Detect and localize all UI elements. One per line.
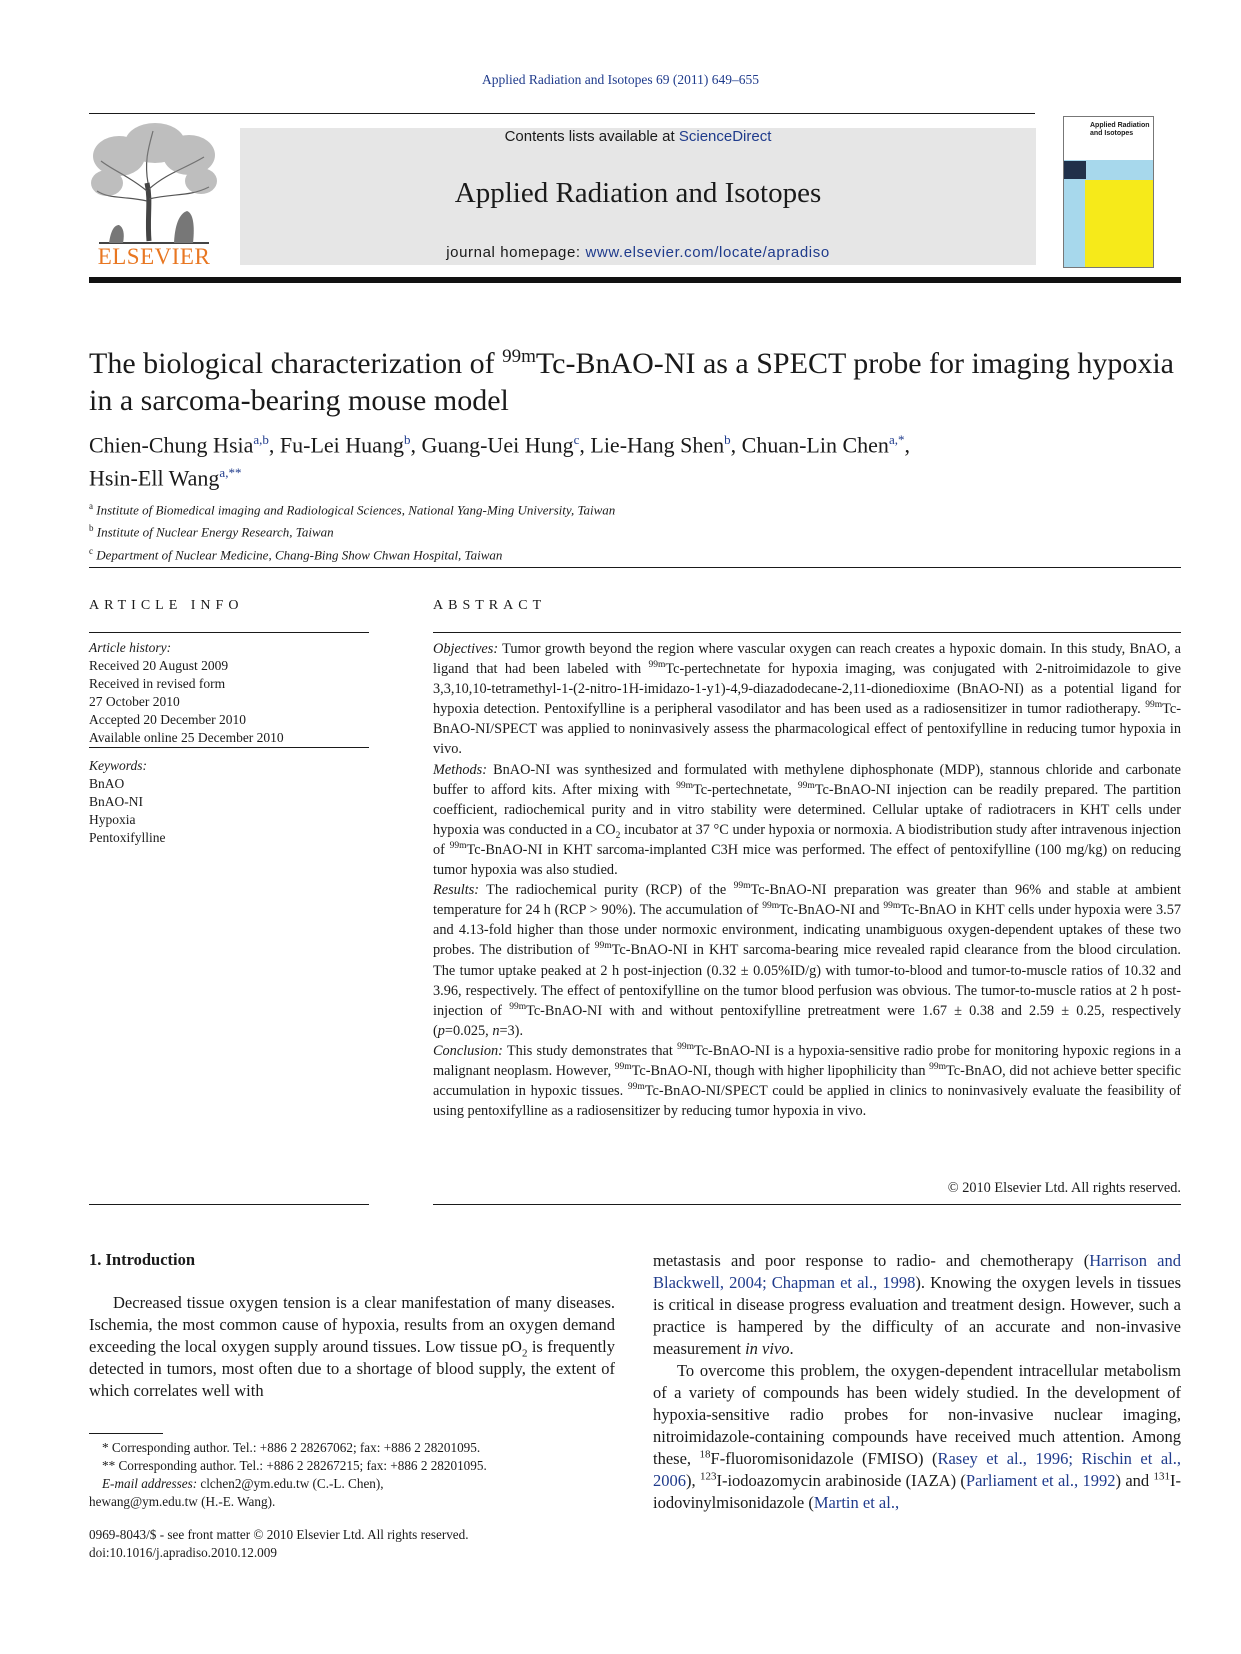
keyword-item: Pentoxifylline	[89, 830, 166, 845]
journal-title: Applied Radiation and Isotopes	[454, 177, 822, 209]
introduction-paragraph-2: To overcome this problem, the oxygen-dependent intracellular metabolism of a variety of compounds has been widely studied. In the development of hypoxia-sensitive radio probes for non-invasive nuclear imaging, nitroimidazole-containing compounds have received much attention. Among these, $^{18}$F-fluoromisonidazole (FMISO) (Rasey et al., 1996; Rischin et al., 2006), $^{123}$I-iodoazomycin arabinoside (IAZA) (Parliament et al., 1992) and $^{131}$I-iodovinylmisonidazole (Martin et al.,	[653, 1361, 1181, 1512]
introduction-paragraph-1: Decreased tissue oxygen tension is a clear manifestation of many diseases. Ischemia, the most common cause of hypoxia, results from an oxygen demand exceeding the local oxygen supply around tissues. Low tissue $pO_2$ is frequently detected in tumors, most often due to a shortage of blood supply, the extent of which correlates well with	[89, 1293, 616, 1400]
objectives-label: Objectives:	[433, 641, 499, 657]
footnote-corresponding-1: * Corresponding author. Tel.: +886 2 28267062; fax: +886 2 28201095.	[102, 1440, 481, 1455]
author-name: Hsin-Ell Wang	[89, 465, 220, 491]
footnote-corresponding-2: ** Corresponding author. Tel.: +886 2 28267215; fax: +886 2 28201095.	[102, 1458, 487, 1473]
abstract-copyright: © 2010 Elsevier Ltd. All rights reserved.	[947, 1180, 1181, 1196]
affiliation-list	[89, 497, 1181, 564]
affiliation-text: Department of Nuclear Medicine, Chang-Bing Show Chwan Hospital, Taiwan	[96, 546, 503, 562]
sciencedirect-link[interactable]: ScienceDirect	[678, 128, 772, 145]
author-name: Lie-Hang Shen	[590, 432, 725, 458]
keywords-label: Keywords:	[89, 758, 147, 773]
author-list: Chien-Chung Hsia$^{a,b}$, Fu-Lei Huang$^b$, Guang-Uei Hung$^c$, Lie-Hang Shen$^b$, Chuan-Lin Chen$^{a,*}$, Hsin-Ell Wang$^{a,**}$	[89, 432, 910, 491]
title-superscript: 99m	[502, 346, 536, 367]
author-name: Guang-Uei Hung	[421, 432, 574, 458]
affiliation-item	[89, 497, 1181, 519]
abstract-body	[433, 639, 1181, 1121]
author-affiliation-mark[interactable]: c	[573, 432, 580, 447]
history-item: 27 October 2010	[89, 694, 180, 709]
article-info-rule	[89, 632, 369, 633]
author-affiliation-mark[interactable]: a,b	[253, 432, 269, 447]
affiliation-mark: c	[89, 545, 93, 556]
article-title	[89, 338, 1181, 419]
citation-link[interactable]: Parliament et al., 1992	[965, 1471, 1116, 1490]
affiliation-text: Institute of Biomedical imaging and Radiological Sciences, National Yang-Ming University, Taiwan	[96, 502, 616, 518]
history-item: Accepted 20 December 2010	[89, 712, 247, 727]
contents-prefix: Contents lists available at	[504, 128, 679, 145]
contents-available-line	[240, 128, 1036, 145]
abstract-rule	[433, 1204, 1181, 1205]
abstract-objectives: Objectives: Tumor growth beyond the region where vascular oxygen can reach creates a hypoxic domain. In this study, BnAO, a ligand that had been labeled with $^{99m}$Tc-pertechnetate for hypoxia imaging, was conjugated with 2-nitroimidazole to give 3,3,10,10-tetramethyl-1-(2-nitro-1H-imidazo-1-y1)-4,9-diazadodecane-2,11-dionedioxime (BnAO-NI) as a potential ligand for hypoxia detection. Pentoxifylline is a peripheral vasodilator and has been used as a radiosensitizer in tumor radiotherapy. $^{99m}$Tc-BnAO-NI/SPECT was applied to noninvasively assess the pharmacological effect of pentoxifylline in reducing tumor hypoxia in vivo.	[433, 641, 1181, 758]
affiliation-mark: a	[89, 501, 93, 511]
history-item: Received in revised form	[89, 676, 226, 691]
keyword-item: Hypoxia	[89, 812, 136, 827]
methods-label: Methods:	[433, 761, 487, 778]
title-part2: Tc-BnAO-NI as a SPECT probe for imaging hypoxia in a sarcoma-bearing mouse model	[89, 347, 1174, 417]
title-part1: The biological characterization of	[89, 347, 503, 380]
email-address[interactable]: clchen2@ym.edu.tw (C.-L. Chen),	[197, 1476, 384, 1491]
abstract-methods: Methods: BnAO-NI was synthesized and formulated with methylene diphosphonate (MDP), stannous chloride and carbonate buffer to afford kits. After mixing with $^{99m}$Tc-pertechnetate, $^{99m}$Tc-BnAO-NI injection can be readily prepared. The partition coefficient, radiochemical purity and in vitro stability were determined. Cellular uptake of radiotracers in KHT cells under hypoxia was conducted in a $CO_2$ incubator at 37 °C under hypoxia or normoxia. A biodistribution study after intravenous injection of $^{99m}$Tc-BnAO-NI in KHT sarcoma-implanted C3H mice was performed. The effect of pentoxifylline (100 mg/kg) on reducing tumor hypoxia was also studied.	[433, 761, 1182, 879]
keyword-item: BnAO-NI	[89, 794, 143, 809]
article-history	[89, 639, 369, 747]
footnote-emails	[89, 1475, 615, 1493]
results-label: Results:	[433, 882, 480, 899]
history-label: Article history:	[89, 640, 172, 655]
journal-homepage-line	[240, 244, 1036, 261]
journal-citation[interactable]: Applied Radiation and Isotopes 69 (2011) 649–655	[482, 72, 759, 87]
journal-cover-thumbnail	[1063, 116, 1154, 268]
elsevier-wordmark: ELSEVIER	[97, 244, 211, 269]
author-affiliation-mark[interactable]: a,*	[888, 432, 905, 447]
footnote-text: Corresponding author. Tel.: +886 2 28267062; fax: +886 2 28201095.	[111, 1440, 481, 1455]
homepage-prefix: journal homepage:	[446, 244, 586, 261]
author-affiliation-mark[interactable]: b	[403, 432, 411, 447]
abstract-rule	[433, 632, 1181, 633]
front-matter	[89, 1526, 615, 1562]
cover-title: Applied Radiation and Isotopes	[1090, 122, 1150, 137]
header-top-rule	[89, 113, 1035, 114]
article-info-heading: ARTICLE INFO	[89, 598, 244, 613]
abstract-results: Results: The radiochemical purity (RCP) of the $^{99m}$Tc-BnAO-NI preparation was greater than 96% and stable at ambient temperature for 24 h (RCP > 90%). The accumulation of $^{99m}$Tc-BnAO-NI and $^{99m}$Tc-BnAO in KHT cells under hypoxia were 3.57 and 4.13-fold higher than those under normoxic environment, indicating unambiguous oxygen-dependent uptakes of these two probes. The distribution of $^{99m}$Tc-BnAO-NI in KHT sarcoma-bearing mice revealed rapid clearance from the blood circulation. The tumor uptake peaked at 2 h post-injection (0.32 ± 0.05%ID/g) with tumor-to-blood and tumor-to-muscle ratios of 10.32 and 3.96, respectively. The effect of pentoxifylline on the tumor blood perfusion was obvious. The tumor-to-muscle ratios at 2 h post-injection of $^{99m}$Tc-BnAO-NI with and without pentoxifylline pretreatment were 1.67 ± 0.38 and 2.59 ± 0.25, respectively (p=0.025, n=3).	[433, 881, 1182, 1039]
keywords-block	[89, 757, 369, 847]
abstract-heading: ABSTRACT	[433, 598, 547, 613]
cover-dark-panel	[1064, 161, 1086, 179]
article-info-rule	[89, 747, 369, 748]
author-name: Chuan-Lin Chen	[741, 432, 889, 458]
issn-line: 0969-8043/$ - see front matter © 2010 Elsevier Ltd. All rights reserved.	[89, 1527, 469, 1542]
footnotes	[89, 1439, 615, 1511]
citation-link[interactable]: Rasey et al., 1996; Rischin et al., 2006	[653, 1449, 1181, 1490]
citation-link[interactable]: Harrison and Blackwell, 2004; Chapman et al., 1998	[653, 1251, 1181, 1292]
introduction-paragraph-continued: metastasis and poor response to radio- and chemotherapy (Harrison and Blackwell, 2004; Chapman et al., 1998). Knowing the oxygen levels in tissues is critical in disease progress evaluation and treatment design. However, such a practice is hampered by the difficulty of an accurate and non-invasive measurement in vivo.	[653, 1251, 1182, 1358]
affiliation-item	[89, 519, 1181, 541]
doi-line[interactable]: doi:10.1016/j.apradiso.2010.12.009	[89, 1545, 277, 1560]
abstract-conclusion: Conclusion: This study demonstrates that $^{99m}$Tc-BnAO-NI is a hypoxia-sensitive radio probe for monitoring hypoxic regions in a malignant neoplasm. However, $^{99m}$Tc-BnAO-NI, though with higher lipophilicity than $^{99m}$Tc-BnAO, did not achieve better specific accumulation in hypoxic tissues. $^{99m}$Tc-BnAO-NI/SPECT could be applied in clinics to noninvasively evaluate the feasibility of using pentoxifylline as a radiosensitizer by reducing tumor hypoxia in vivo.	[433, 1042, 1182, 1120]
author-name: Fu-Lei Huang	[279, 432, 404, 458]
history-item: Received 20 August 2009	[89, 658, 229, 673]
introduction-right-column	[653, 1250, 1181, 1514]
keyword-item: BnAO	[89, 776, 125, 791]
article-info-rule	[89, 1204, 369, 1205]
footnote-rule	[89, 1433, 163, 1434]
cover-yellow-panel	[1085, 180, 1153, 267]
affiliation-mark: b	[89, 523, 94, 534]
conclusion-label: Conclusion:	[433, 1042, 503, 1059]
footnote-email-2[interactable]: hewang@ym.edu.tw (H.-E. Wang).	[89, 1494, 276, 1509]
homepage-url-link[interactable]: www.elsevier.com/locate/apradiso	[585, 244, 830, 261]
author-affiliation-mark[interactable]: b	[724, 432, 731, 447]
history-item: Available online 25 December 2010	[89, 730, 284, 745]
affiliation-item	[89, 542, 1181, 564]
footnote-text: Corresponding author. Tel.: +886 2 28267215; fax: +886 2 28201095.	[118, 1458, 487, 1473]
introduction-heading: 1. Introduction	[89, 1250, 196, 1269]
email-label: E-mail addresses:	[102, 1476, 198, 1491]
affiliation-text: Institute of Nuclear Energy Research, Taiwan	[96, 524, 334, 540]
header-thick-rule	[89, 277, 1181, 283]
citation-link[interactable]: Martin et al.,	[813, 1493, 900, 1512]
author-affiliation-mark[interactable]: a,**	[219, 465, 242, 481]
author-name: Chien-Chung Hsia	[89, 432, 254, 458]
section-divider	[89, 567, 1181, 568]
